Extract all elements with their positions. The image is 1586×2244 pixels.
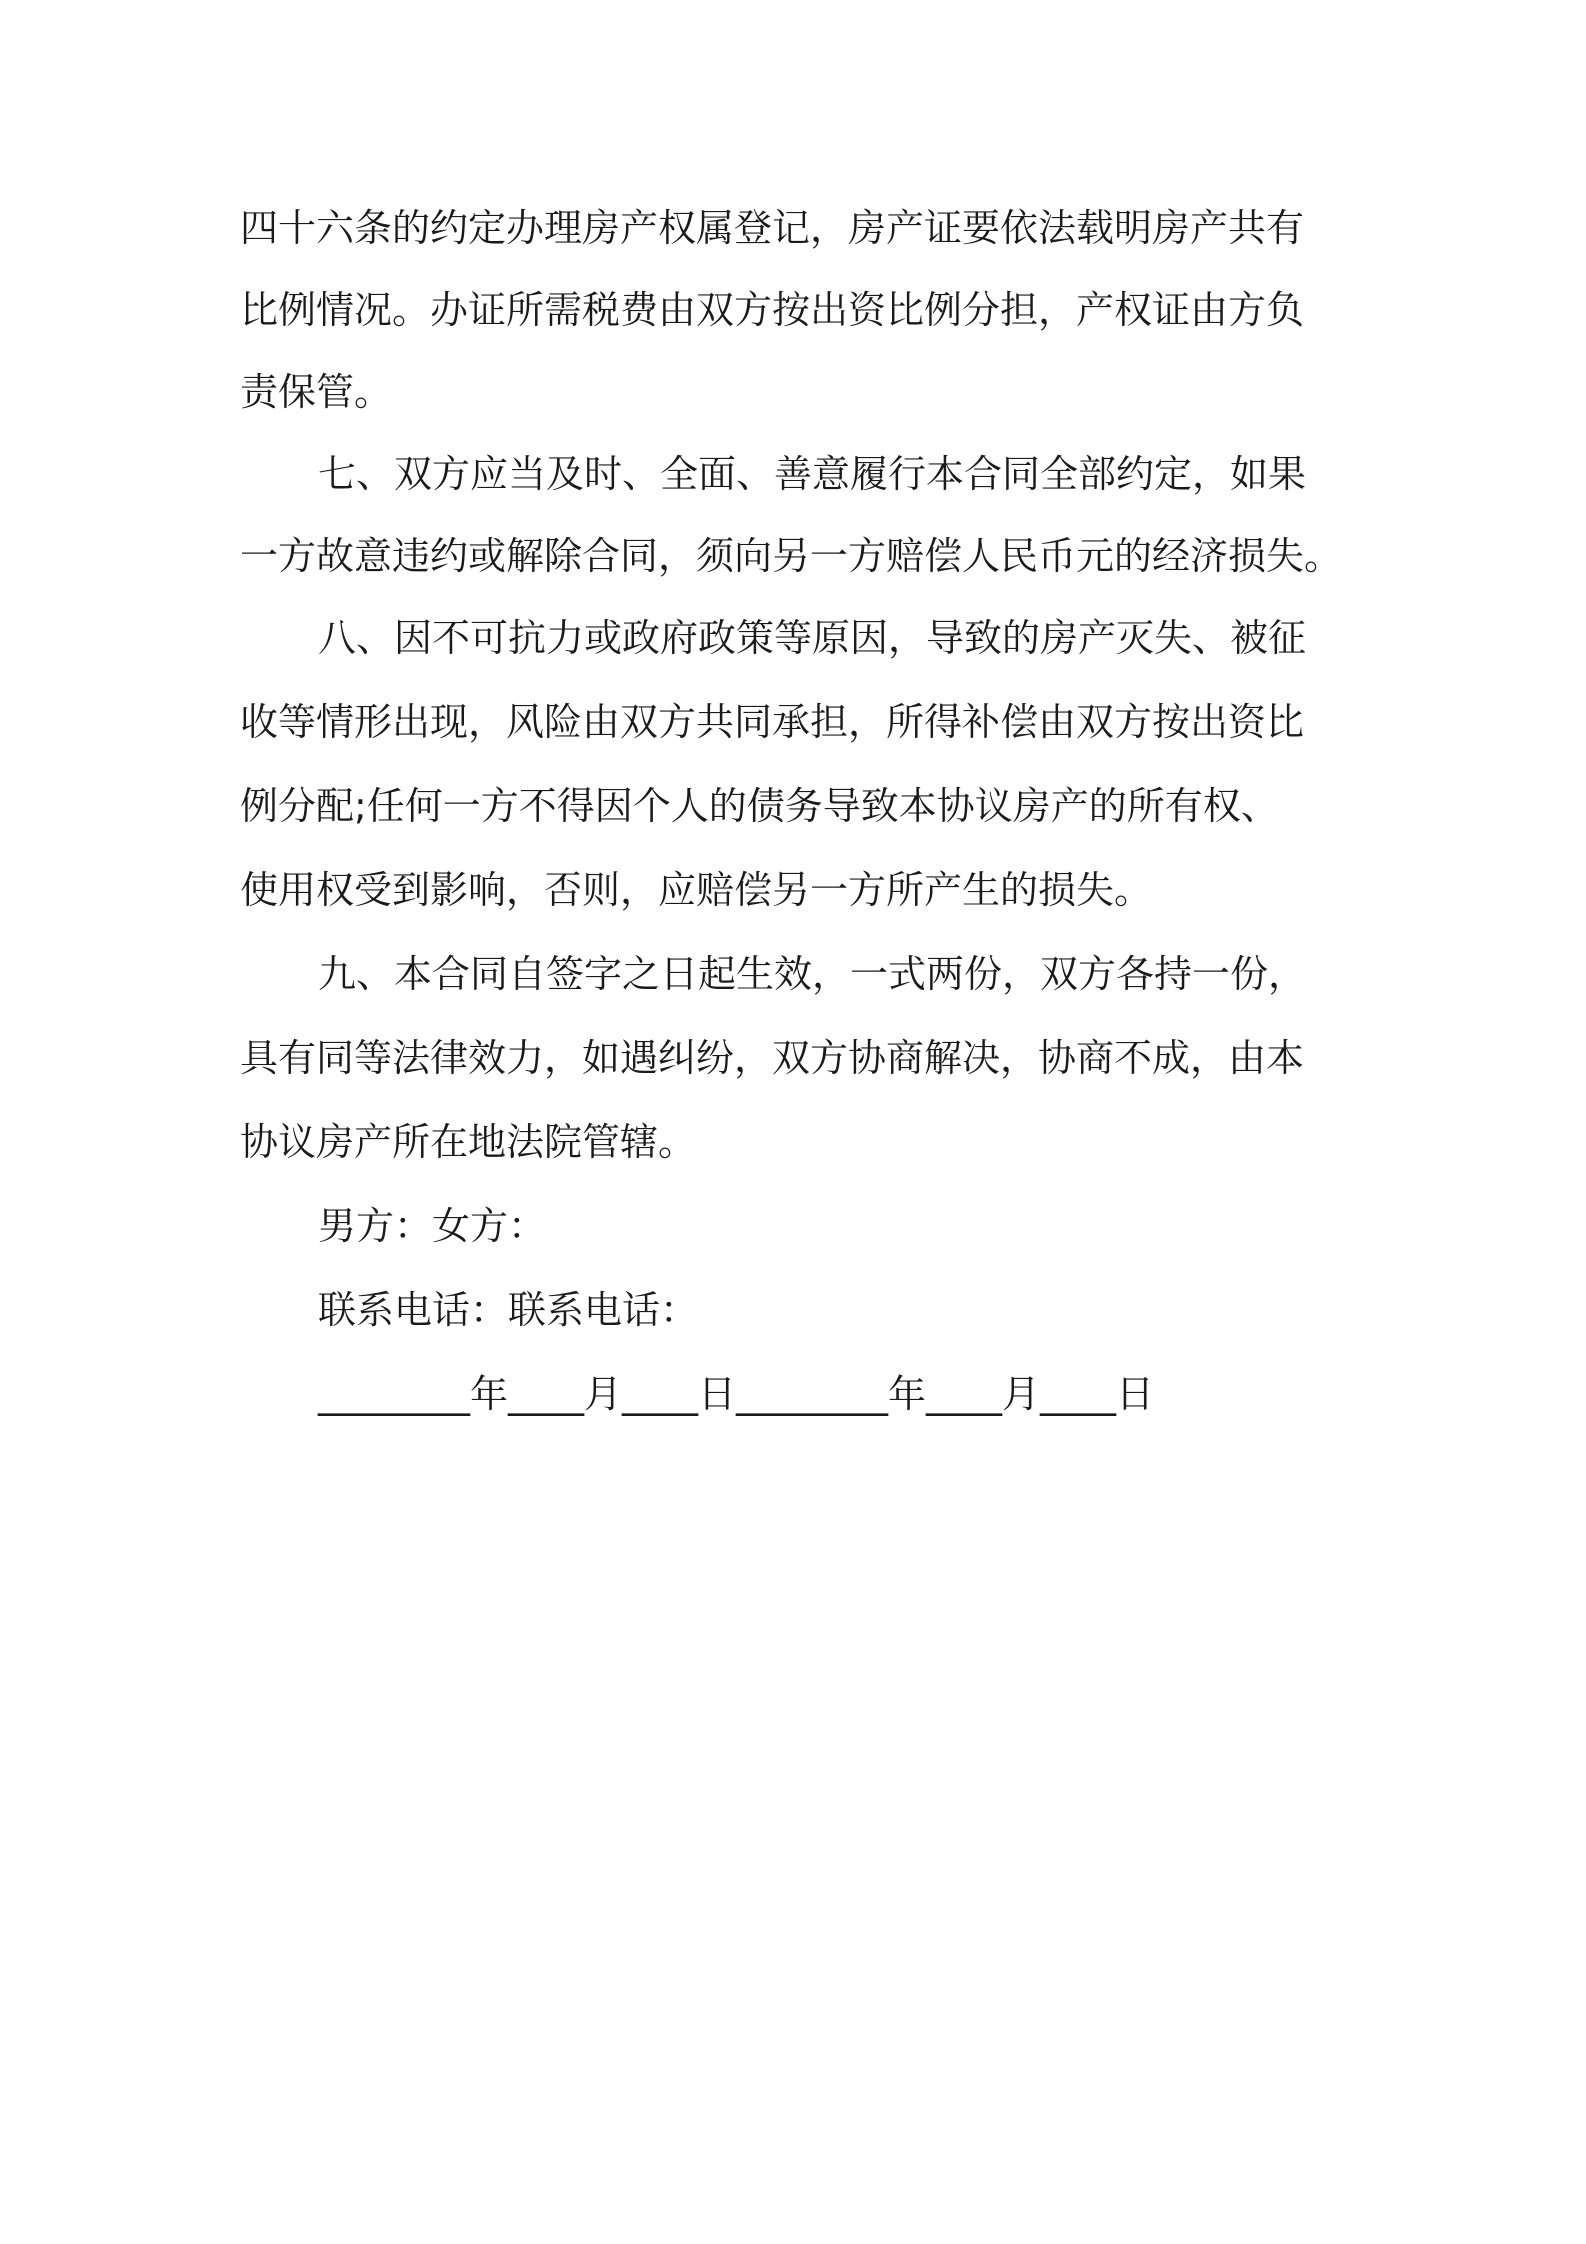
clause-9-line-1: 九、本合同自签字之日起生效，一式两份，双方各持一份， — [318, 952, 1307, 996]
clause-7-line-1: 七、双方应当及时、全面、善意履行本合同全部约定，如果 — [318, 452, 1307, 496]
clause-8-line-4: 使用权受到影响，否则，应赔偿另一方所产生的损失。 — [240, 868, 1153, 912]
text-line-3: 责保管。 — [240, 370, 393, 414]
signature-parties: 男方：女方： — [318, 1204, 547, 1248]
signature-phones: 联系电话：联系电话： — [318, 1288, 699, 1332]
text-line-2: 比例情况。办证所需税费由双方按出资比例分担，产权证由方负 — [240, 288, 1305, 332]
clause-8-line-1: 八、因不可抗力或政府政策等原因，导致的房产灭失、被征 — [318, 616, 1307, 660]
text-line-1: 四十六条的约定办理房产权属登记，房产证要依法载明房产共有 — [240, 206, 1305, 250]
clause-9-line-3: 协议房产所在地法院管辖。 — [240, 1120, 697, 1164]
clause-9-line-2: 具有同等法律效力，如遇纠纷，双方协商解决，协商不成，由本 — [240, 1036, 1305, 1080]
clause-8-line-2: 收等情形出现，风险由双方共同承担，所得补偿由双方按出资比 — [240, 700, 1305, 744]
clause-8-line-3: 例分配;任何一方不得因个人的债务导致本协议房产的所有权、 — [240, 784, 1279, 828]
signature-dates: ________年____月____日________年____月____日 — [318, 1372, 1155, 1416]
clause-7-line-2: 一方故意违约或解除合同，须向另一方赔偿人民币元的经济损失。 — [240, 534, 1343, 578]
